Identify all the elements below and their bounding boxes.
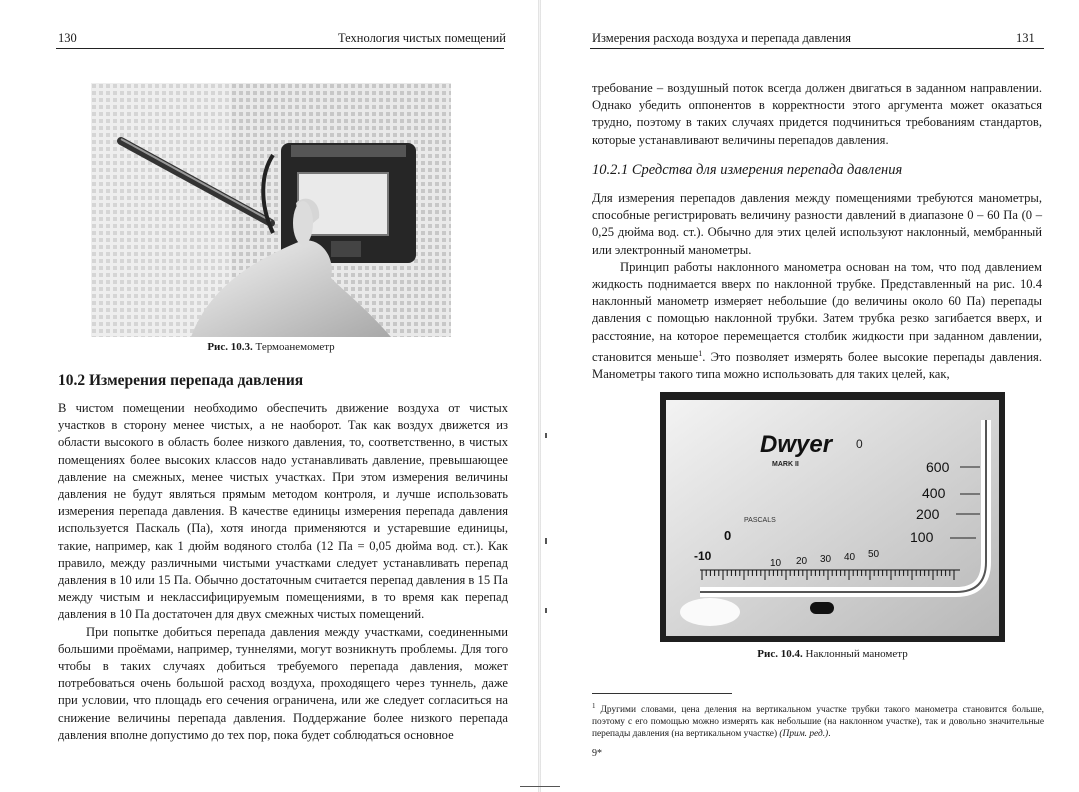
scale-label: 50 — [868, 549, 880, 560]
page-number: 131 — [1016, 31, 1035, 45]
header-rule — [590, 48, 1044, 49]
scale-label: 30 — [820, 554, 832, 565]
scale-label: -10 — [694, 549, 712, 563]
footnote-end: . — [828, 729, 831, 740]
figure-caption-text: Наклонный манометр — [802, 648, 908, 660]
scale-label: 200 — [916, 506, 940, 522]
paragraph: требование – воздушный поток всегда должен двигаться в заданном направлении. Однако убедить оппонентов в корректности этого аргумента может оказаться трудно, поэтому в таких случаях придется подчиниться требованиям стандартов, которые устанавливают величины перепадов давления. — [592, 81, 1042, 147]
page-number: 130 — [58, 31, 77, 45]
thermoanemometer-photo — [91, 83, 451, 337]
scale-label: 40 — [844, 552, 856, 563]
inclined-manometer-photo — [660, 392, 1005, 642]
scan-line — [520, 786, 560, 787]
manometer-model: MARK II — [772, 461, 799, 468]
figure-label: Рис. 10.4. — [757, 648, 803, 660]
scale-label: 400 — [922, 485, 946, 501]
manometer-unit: PASCALS — [744, 517, 776, 524]
footnote-text: Другими словами, цена деления на вертикальном участке трубки такого манометра становится больше, поэтому с его помощью можно измерять как небольшие (на наклонном участке), так и довольно значительные перепады давления (на вертикальном участке) — [592, 705, 1044, 740]
footnote-number: 1 — [592, 702, 596, 710]
footnote-rule — [592, 693, 732, 694]
manometer-brand: Dwyer — [760, 431, 833, 458]
right-top-text — [592, 80, 1042, 149]
section-heading: 10.2 Измерения перепада давления — [58, 372, 304, 389]
footnote — [592, 700, 1044, 740]
manometer-zero: 0 — [856, 437, 863, 451]
scale-label: 10 — [770, 558, 782, 569]
running-head: Измерения расхода воздуха и перепада давления — [592, 31, 852, 45]
editor-note: (Прим. ред.) — [779, 729, 829, 740]
scan-speck — [545, 608, 547, 613]
paragraph-text: . Это позволяет измерять более высокие перепады давления. Манометры такого типа можно использовать для таких целей, как, — [592, 350, 1042, 382]
figure-caption — [660, 648, 1005, 660]
figure-caption — [91, 341, 451, 353]
paragraph: При попытке добиться перепада давления между участками, соединенными большими проёмами, например, туннелями, могут возникнуть проблемы. Для того чтобы в таких случаях добиться требуемого перепада давления, может потребоваться очень большой расход воздуха, проходящего через туннель, даже при условии, что площадь его сечения ограничена, или же следует согласиться на снижение величины перепада давления. Поддержание более низкого перепада давления вполне допустимо до тех пор, пока будет соблюдаться основное — [58, 624, 508, 742]
scan-speck — [545, 433, 547, 438]
scale-label: 20 — [796, 556, 808, 567]
right-page — [540, 0, 1079, 792]
paragraph-text: Принцип работы наклонного манометра основан на том, что под давлением жидкость поднимается вверх по наклонной трубке. Представленный на рис. 10.4 наклонный манометр измеряет небольшие (до величины около 60 Па) перепады давления с помощью наклонной трубки. Затем трубка резко загибается вверх, и расстояние, на которое перемещается столбик жидкости при заданном давлении, становится меньше — [592, 259, 1042, 365]
footnote-ref: 1 — [698, 348, 703, 358]
scale-label: 600 — [926, 459, 950, 475]
figure-caption-text: Термоанемометр — [252, 341, 335, 353]
signature-mark: 9* — [592, 748, 602, 759]
figure-label: Рис. 10.3. — [207, 341, 253, 353]
scan-speck — [545, 538, 547, 544]
subsection-heading: 10.2.1 Средства для измерения перепада давления — [592, 162, 903, 178]
scale-label: 100 — [910, 529, 934, 545]
running-head: Технология чистых помещений — [338, 31, 506, 45]
paragraph: Для измерения перепадов давления между помещениями требуются манометры, способные регистрировать величину разности давлений в диапазоне 0 – 60 Па (0 – 0,25 дюйма вод. ст.). Обычно для этих целей используют наклонный, мембранный или электронный манометры. — [592, 191, 1042, 257]
paragraph: В чистом помещении необходимо обеспечить движение воздуха от чистых участков в сторону менее чистых, а не наоборот. Так как воздух движется из области высокого в область более низкого давления, то, соответственно, в чистых помещениях более высоких классов надо устанавливать давление, превышающее давление на смежных, менее чистых участках. При этом измерения величины давления не будут являться прямым методом контроля, и лучше использовать измерения перепада давления. В качестве единицы измерения перепада давления используется Паскаль (Па), хотя иногда применяются и устаревшие единицы, такие, например, как 1 дюйм водяного столба (12 Па = 0,05 дюйма вод. ст.). Как правило, между различными чистыми участками следует устанавливать перепад давления в 10 или 15 Па. Обычно достаточным считается перепад давления в 15 Па между чистым и неклассифицируемым помещениями, в то время как перепад давления в 10 Па достаточен для двух смежных чистых помещений. — [58, 401, 508, 622]
left-body-text — [58, 400, 508, 744]
scale-label: 0 — [724, 528, 732, 543]
header-rule — [56, 48, 504, 49]
paragraph — [592, 259, 1042, 384]
right-body-text — [592, 190, 1042, 383]
